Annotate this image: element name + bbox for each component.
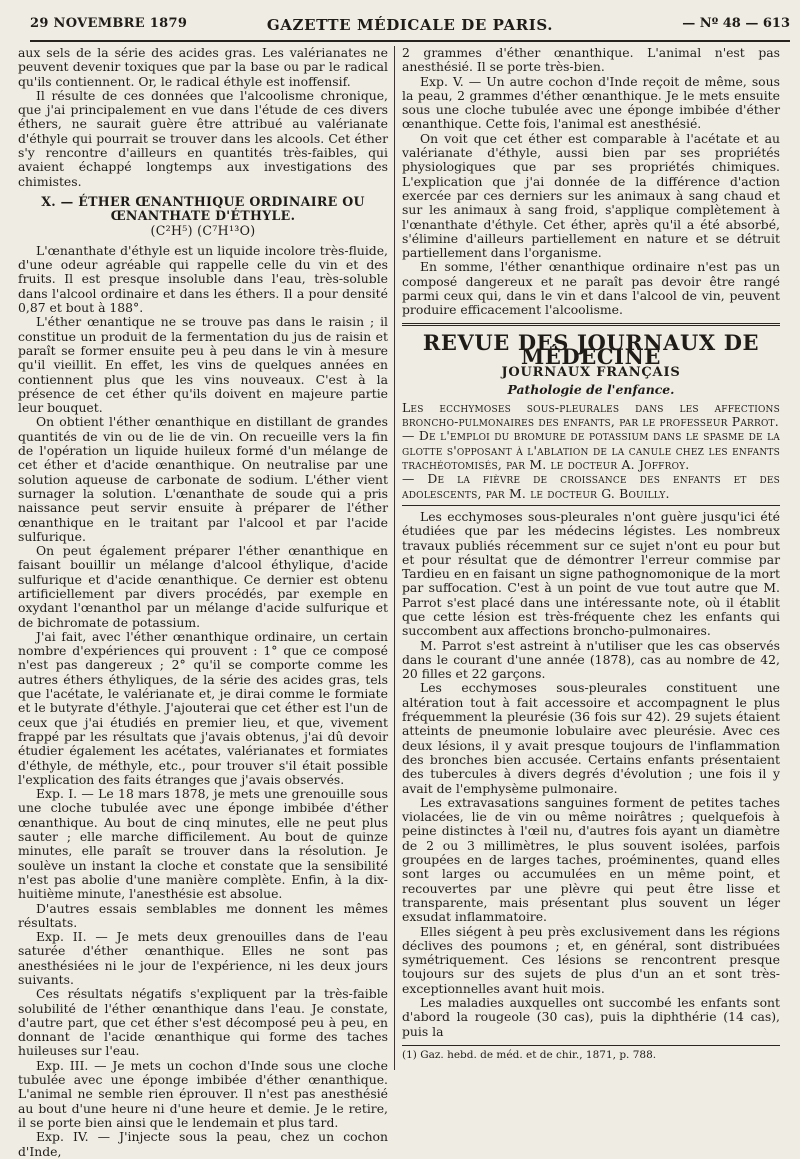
column-divider: [394, 46, 395, 1070]
revue-paragraph: M. Parrot s'est astreint à n'utiliser que les cas observés dans le courant d'une année (1878), cas au nombre de 42, 20 filles et 22 garçons.: [402, 637, 780, 682]
left-paragraph: J'ai fait, avec l'éther œnanthique ordinaire, un certain nombre d'expériences qui prouvent : 1° que ce composé n'est pas dangereux ; 2° qu'il se comporte comme les autres éthers éthyliques, de la série des acides gras, tels que l'acétate, le valérianate et, je dirai comme le formiate et le butyrate d'éthyle. J'ajouterai que cet éther est l'un de ceux que j'ai étudiés en premier lieu, et que, vivement frappé par les résultats que j'avais obtenus, j'ai dû devoir étudier également les acétates, valérianates et formiates d'éthyle, de méthyle, etc., pour trouver s'il était possible l'explication des faits étranges que j'avais observés.: [18, 628, 388, 787]
revue-title: REVUE DES JOURNAUX DE MÉDECINE: [422, 329, 760, 369]
journal-title: GAZETTE MÉDICALE DE PARIS.: [266, 16, 554, 34]
revue-paragraph: Les maladies auxquelles ont succombé les enfants sont d'abord la rougeole (30 cas), puis la diphthérie (14 cas), puis la: [402, 995, 780, 1039]
left-paragraph: Exp. IV. — J'injecte sous la peau, chez un cochon d'Inde,: [18, 1129, 388, 1159]
right-paragraph: Exp. V. — Un autre cochon d'Inde reçoit de même, sous la peau, 2 grammes d'éther œnanthique. Je le mets ensuite sous une cloche tubulée avec une éponge imbibée d'éther œnanthique. Cette fois, l'animal est anesthésié.: [402, 73, 780, 132]
left-paragraph: Ces résultats négatifs s'expliquent par la très-faible solubilité de l'éther œnanthique dans l'eau. Je constate, d'autre part, que cet éther s'est décomposé peu à peu, en donnant de l'acide œnanthique qui forme des taches huileuses sur l'eau.: [18, 986, 388, 1059]
revue-category: Pathologie de l'enfance.: [507, 381, 675, 397]
section-heading: [18, 195, 388, 238]
left-paragraph: Exp. III. — Je mets un cochon d'Inde sous une cloche tubulée avec une éponge imbibée d'éther œnanthique. L'animal ne semble rien éprouver. Il n'est pas anesthésié au bout d'une heure ni d'une heure et demie. Je le retire, il se porte bien ainsi que le lendemain et plus tard.: [18, 1057, 388, 1130]
reference-entry: — De l'emploi du bromure de potassium dans le spasme de la glotte s'opposant à l'ablation de la canule chez les enfants trachéotomisés, par M. le docteur A. Joffroy.: [402, 428, 780, 473]
section-rule: [402, 323, 780, 326]
right-paragraph: On voit que cet éther est comparable à l'acétate et au valérianate d'éthyle, aussi bien par ses propriétés physiologiques que par ses propriétés chimiques. L'explication que j'ai donnée de la différence d'action exercée par ces derniers sur les animaux à sang chaud et sur les animaux à sang froid, s'applique complètement à l'œnanthate d'éthyle. Cet éther, après qu'il a été absorbé, s'élimine d'ailleurs partiellement en nature et se détruit partiellement dans l'organisme.: [402, 130, 780, 261]
reference-entry: Les ecchymoses sous-pleurales dans les affections broncho-pulmonaires des enfants, par le professeur Parrot.: [402, 399, 780, 430]
left-paragraph: L'œnanthate d'éthyle est un liquide incolore très-fluide, d'une odeur agréable qui rappelle celle du vin et des fruits. Il est presque insoluble dans l'eau, très-soluble dans l'alcool ordinaire et dans les éthers. Il a pour densité 0,87 et bout à 188°.: [18, 242, 388, 316]
reference-list: [402, 401, 780, 506]
right-column-article-end: [402, 46, 780, 318]
left-paragraph: Exp. II. — Je mets deux grenouilles dans de l'eau saturée d'éther œnanthique. Elles ne sont pas anesthésiées ni le jour de l'expérience, ni les deux jours suivants.: [18, 929, 388, 987]
issue-page-number: — Nº 48 — 613: [682, 16, 790, 31]
left-paragraph: On obtient l'éther œnanthique en distillant de grandes quantités de vin ou de lie de vin. On recueille vers la fin de l'opération un liquide huileux formé d'un mélange de cet éther et d'acide œnanthique. On neutralise par une solution aqueuse de carbonate de sodium. L'éther vient surnager la solution. L'œnanthate de soude qui a pris naissance peut servir ensuite à préparer de l'éther œnanthique en le traitant par l'alcool et par l'acide sulfurique.: [18, 414, 388, 544]
section-heading-text: X. — ÉTHER ŒNANTHIQUE ORDINAIRE OU ŒNANTHATE D'ÉTHYLE.: [41, 193, 365, 224]
right-paragraph: En somme, l'éther œnanthique ordinaire n'est pas un composé dangereux et ne paraît pas devoir être rangé parmi ceux qui, dans le vin et dans l'alcool de vin, peuvent produire efficacement l'alcoolisme.: [402, 259, 780, 318]
reference-separator: [402, 505, 780, 506]
left-paragraph: L'éther œnantique ne se trouve pas dans le raisin ; il constitue un produit de la fermentation du jus de raisin et paraît se former ensuite peu à peu dans le vin à mesure qu'il vieillit. En effet, les vins de quelques années en contiennent plus que les vins nouveaux. C'est à la présence de cet éther qu'ils doivent en majeure partie leur bouquet.: [18, 314, 388, 416]
issue-date: 29 NOVEMBRE 1879: [30, 16, 188, 31]
left-paragraph: aux sels de la série des acides gras. Les valérianates ne peuvent devenir toxiques que par la base ou par le radical qu'ils contiennent. Or, le radical éthyle est inoffensif.: [18, 45, 388, 89]
left-paragraph: Exp. I. — Le 18 mars 1878, je mets une grenouille sous une cloche tubulée avec une éponge imbibée d'éther œnanthique. Au bout de cinq minutes, elle ne peut plus sauter ; elle marche difficilement. Au bout de quinze minutes, elle paraît se trouver dans la résolution. Je soulève un instant la cloche et constate que la sensibilité n'est pas abolie d'une manière complète. Enfin, à la dix-huitième minute, l'anesthésie est absolue.: [18, 786, 388, 902]
left-paragraph: D'autres essais semblables me donnent les mêmes résultats.: [18, 900, 388, 930]
revue-body: [402, 510, 780, 1039]
left-column: [18, 45, 388, 1159]
chemical-formula: (C²H⁵) (C⁷H¹³O): [150, 222, 256, 238]
reference-entry: — De la fièvre de croissance des enfants et des adolescents, par M. le docteur G. Bouilly.: [402, 471, 780, 501]
footnote: (1) Gaz. hebd. de méd. et de chir., 1871, p. 788.: [402, 1045, 780, 1062]
right-column: [402, 46, 780, 1076]
left-paragraph: Il résulte de ces données que l'alcoolisme chronique, que j'ai principalement en vue dans l'étude de ces divers éthers, ne saurait guère être attribué au valérianate d'éthyle qui pourrait se trouver dans les alcools. Cet éther s'y rencontre d'ailleurs en quantités très-faibles, qui avaient échappé longtemps aux investigations des chimistes.: [18, 87, 388, 189]
page-header: [30, 14, 790, 42]
revue-subtitle: JOURNAUX FRANÇAIS: [501, 365, 681, 381]
revue-paragraph: Elles siégent à peu près exclusivement dans les régions déclives des poumons ; et, en général, sont distribuées symétriquement. Ces lésions se rencontrent presque toujours sur des sujets de plus d'un an et sont très-exceptionnelles avant huit mois.: [402, 923, 780, 996]
revue-paragraph: Les extravasations sanguines forment de petites taches violacées, lie de vin ou même noirâtres ; quelquefois à peine distinctes à l'œil nu, d'autres fois ayant un diamètre de 2 ou 3 millimètres, le plus souvent isolées, parfois groupées en de larges taches, proéminentes, quand elles sont larges ou accumulées en un même point, et recouvertes par une plèvre qui peut être lisse et transparente, mais présentant plus souvent un léger exsudat inflammatoire.: [402, 794, 780, 925]
left-paragraph: On peut également préparer l'éther œnanthique en faisant bouillir un mélange d'alcool éthylique, d'acide sulfurique et d'acide œnanthique. Ce dernier est obtenu artificiellement par divers procédés, par exemple en oxydant l'œnanthol par un mélange d'acide sulfurique et de bichromate de potassium.: [18, 543, 388, 630]
revue-paragraph: Les ecchymoses sous-pleurales n'ont guère jusqu'ici été étudiées que par les médecins légistes. Les nombreux travaux publiés récemment sur ce sujet n'ont eu pour but et pour résultat que de démontrer l'erreur commise par Tardieu en en faisant un signe pathognomonique de la mort par suffocation. C'est à un point de vue tout autre que M. Parrot s'est placé dans une intéressante note, où il établit que cette lésion est très-fréquente chez les enfants qui succombent aux affections broncho-pulmonaires.: [402, 508, 780, 639]
right-paragraph: 2 grammes d'éther œnanthique. L'animal n'est pas anesthésié. Il se porte très-bien.: [402, 45, 780, 75]
revue-paragraph: Les ecchymoses sous-pleurales constituent une altération tout à fait accessoire et accompagnent le plus fréquemment la pleurésie (36 fois sur 42). 29 sujets étaient atteints de pneumonie lobulaire avec pleurésie. Avec ces deux lésions, il y avait presque toujours de l'inflammation des bronches bien accusée. Certains enfants présentaient des tubercules à divers degrés d'évolution ; une fois il y avait de l'emphysème pulmonaire.: [402, 680, 780, 796]
